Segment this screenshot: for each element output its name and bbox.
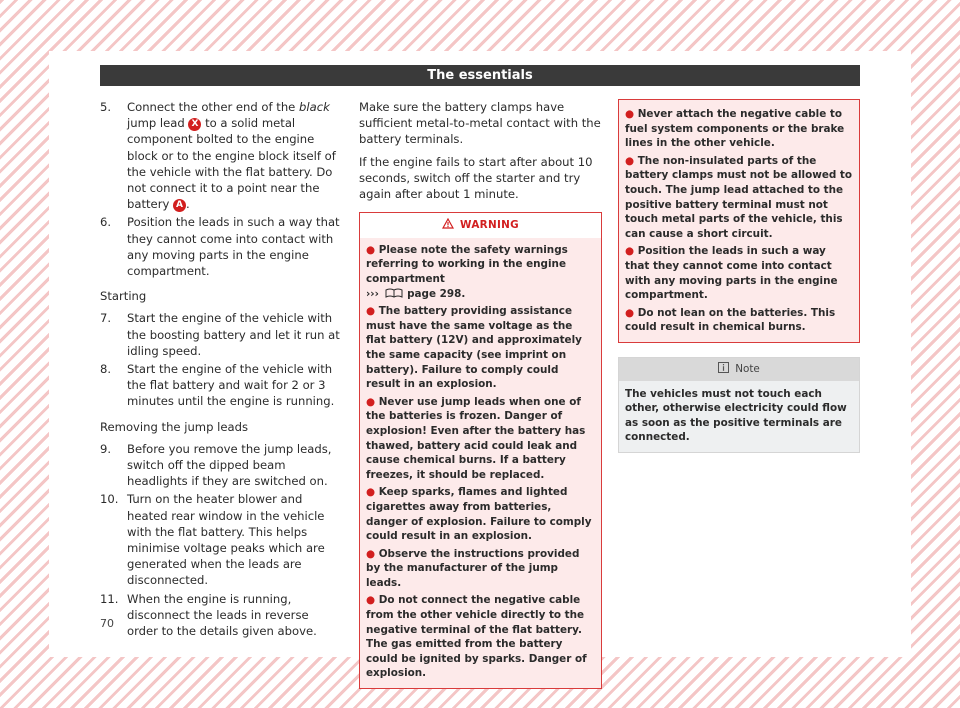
step-8: [100, 361, 342, 410]
step-text: Turn on the heater blower and heated rear window in the vehicle with the flat battery. This helps minimise voltage peaks which are generated when the leads are disconnected.: [127, 492, 325, 588]
bullet-dot: ●: [366, 395, 376, 408]
step-number: 5.: [100, 100, 112, 114]
warning-bullet: [625, 107, 853, 151]
section-header: The essentials: [100, 65, 860, 86]
bullet-text: The battery providing assistance must have the same voltage as the flat battery (12V) and approximately the same capacity (see imprint on battery). Failure to comply could result in an explosion.: [366, 305, 582, 391]
warning-body: [360, 238, 601, 688]
note-header: [619, 358, 859, 381]
step-number: 10.: [100, 492, 119, 507]
step-text: Before you remove the jump leads, switch off the dipped beam headlights if they are switched on.: [127, 441, 332, 489]
warning-bullet: [366, 395, 595, 483]
step-number: 8.: [100, 362, 112, 377]
bullet-dot: ●: [366, 243, 376, 256]
bullet-dot: ●: [625, 154, 635, 167]
page-number: 70: [100, 617, 114, 630]
warning-bullet: [366, 547, 595, 591]
step-number: 9.: [100, 441, 112, 456]
warning-title: WARNING: [460, 219, 519, 232]
bullet-dot: ●: [366, 486, 376, 499]
step-6: [100, 214, 342, 279]
bullet-dot: ●: [625, 108, 635, 120]
step-number: 7.: [100, 311, 112, 326]
bullet-dot: ●: [366, 305, 376, 318]
step-9: [100, 441, 342, 490]
heading-starting: Starting: [100, 289, 147, 304]
bullet-text: Please note the safety warnings referring to working in the engine compartment: [366, 243, 568, 285]
column-left: [100, 99, 342, 641]
warning-box: [359, 212, 602, 689]
warning-header: [360, 213, 601, 238]
marker-x-badge: X: [188, 118, 201, 131]
note-title: Note: [735, 362, 760, 375]
step-text-part: Connect the other end of the: [127, 100, 300, 114]
warning-bullet: [366, 593, 595, 681]
step-11: [100, 591, 342, 640]
step-number: 6.: [100, 215, 112, 230]
column-right: [618, 99, 860, 453]
crossref-page[interactable]: page 298.: [403, 287, 466, 300]
bullet-text: Never use jump leads when one of the batteries is frozen. Danger of explosion! Even after the battery has thawed, battery acid could leak and cause chemical burns. If a battery freezes, it should be replaced.: [366, 395, 586, 481]
warning-bullet: [625, 154, 853, 242]
note-box: [618, 357, 860, 453]
warning-bullet: [625, 244, 853, 302]
bullet-text: The non-insulated parts of the battery clamps must not be allowed to touch. The jump lead attached to the positive battery terminal must not touch metal parts of the vehicle, this can cause a short circuit.: [625, 154, 853, 240]
bullet-dot: ●: [366, 547, 376, 560]
info-icon: [718, 362, 729, 373]
warning-triangle-icon: [442, 218, 454, 229]
paragraph: Make sure the battery clamps have sufficient metal-to-metal contact with the battery terminals.: [359, 100, 601, 147]
bullet-text: Position the leads in such a way that they cannot come into contact with any moving parts in the engine compartment.: [625, 245, 838, 302]
crossref-arrow: ›››: [366, 287, 379, 300]
step-5: [100, 99, 342, 212]
heading-removing: Removing the jump leads: [100, 419, 249, 434]
step-10: [100, 491, 342, 588]
warning-bullet: [366, 485, 595, 543]
step-text: Position the leads in such a way that they cannot come into contact with any moving parts in the engine compartment.: [127, 215, 340, 279]
book-icon: [385, 288, 403, 298]
bullet-text: Do not connect the negative cable from the other vehicle directly to the negative terminal of the flat battery. The gas emitted from the battery could be ignited by sparks. Danger of explosion.: [366, 594, 587, 680]
warning-bullet: [366, 304, 595, 392]
step-number: 11.: [100, 591, 119, 606]
warning-box-continued: [618, 99, 860, 343]
bullet-text: Never attach the negative cable to fuel system components or the brake lines in the other vehicle.: [625, 108, 845, 150]
bullet-dot: ●: [625, 306, 635, 319]
step-text: Start the engine of the vehicle with the flat battery and wait for 2 or 3 minutes until the engine is running.: [127, 362, 335, 409]
paragraph: If the engine fails to start after about 10 seconds, switch off the starter and try again after about 1 minute.: [359, 154, 593, 202]
step-text: When the engine is running, disconnect the leads in reverse order to the details given above.: [127, 591, 317, 639]
column-middle: [359, 99, 602, 689]
note-text: The vehicles must not touch each other, otherwise electricity could flow as soon as the positive terminals are connected.: [625, 387, 847, 444]
bullet-text: Do not lean on the batteries. This could result in chemical burns.: [625, 306, 836, 334]
warning-bullet: [625, 306, 853, 335]
bullet-dot: ●: [366, 594, 376, 607]
step-text: Start the engine of the vehicle with the boosting battery and let it run at idling speed.: [127, 311, 340, 358]
warning-body: [619, 100, 859, 342]
step-text: [127, 99, 342, 212]
bullet-text: Keep sparks, flames and lighted cigarettes away from batteries, danger of explosion. Failure to comply could result in an explosion.: [366, 486, 592, 543]
step-text-part: .: [186, 197, 190, 212]
bullet-text: Observe the instructions provided by the manufacturer of the jump leads.: [366, 547, 580, 589]
step-text-part: jump lead: [127, 116, 189, 131]
step-7: [100, 310, 342, 359]
bullet-dot: ●: [625, 245, 635, 258]
warning-bullet: [366, 243, 595, 301]
step-text-part: to a solid metal component bolted to the engine block or to the engine block itself of the vehicle with the flat battery. Do not connect it to a point near the battery: [127, 116, 336, 212]
marker-a-badge: A: [173, 199, 186, 212]
emphasis-black: black: [299, 100, 330, 114]
